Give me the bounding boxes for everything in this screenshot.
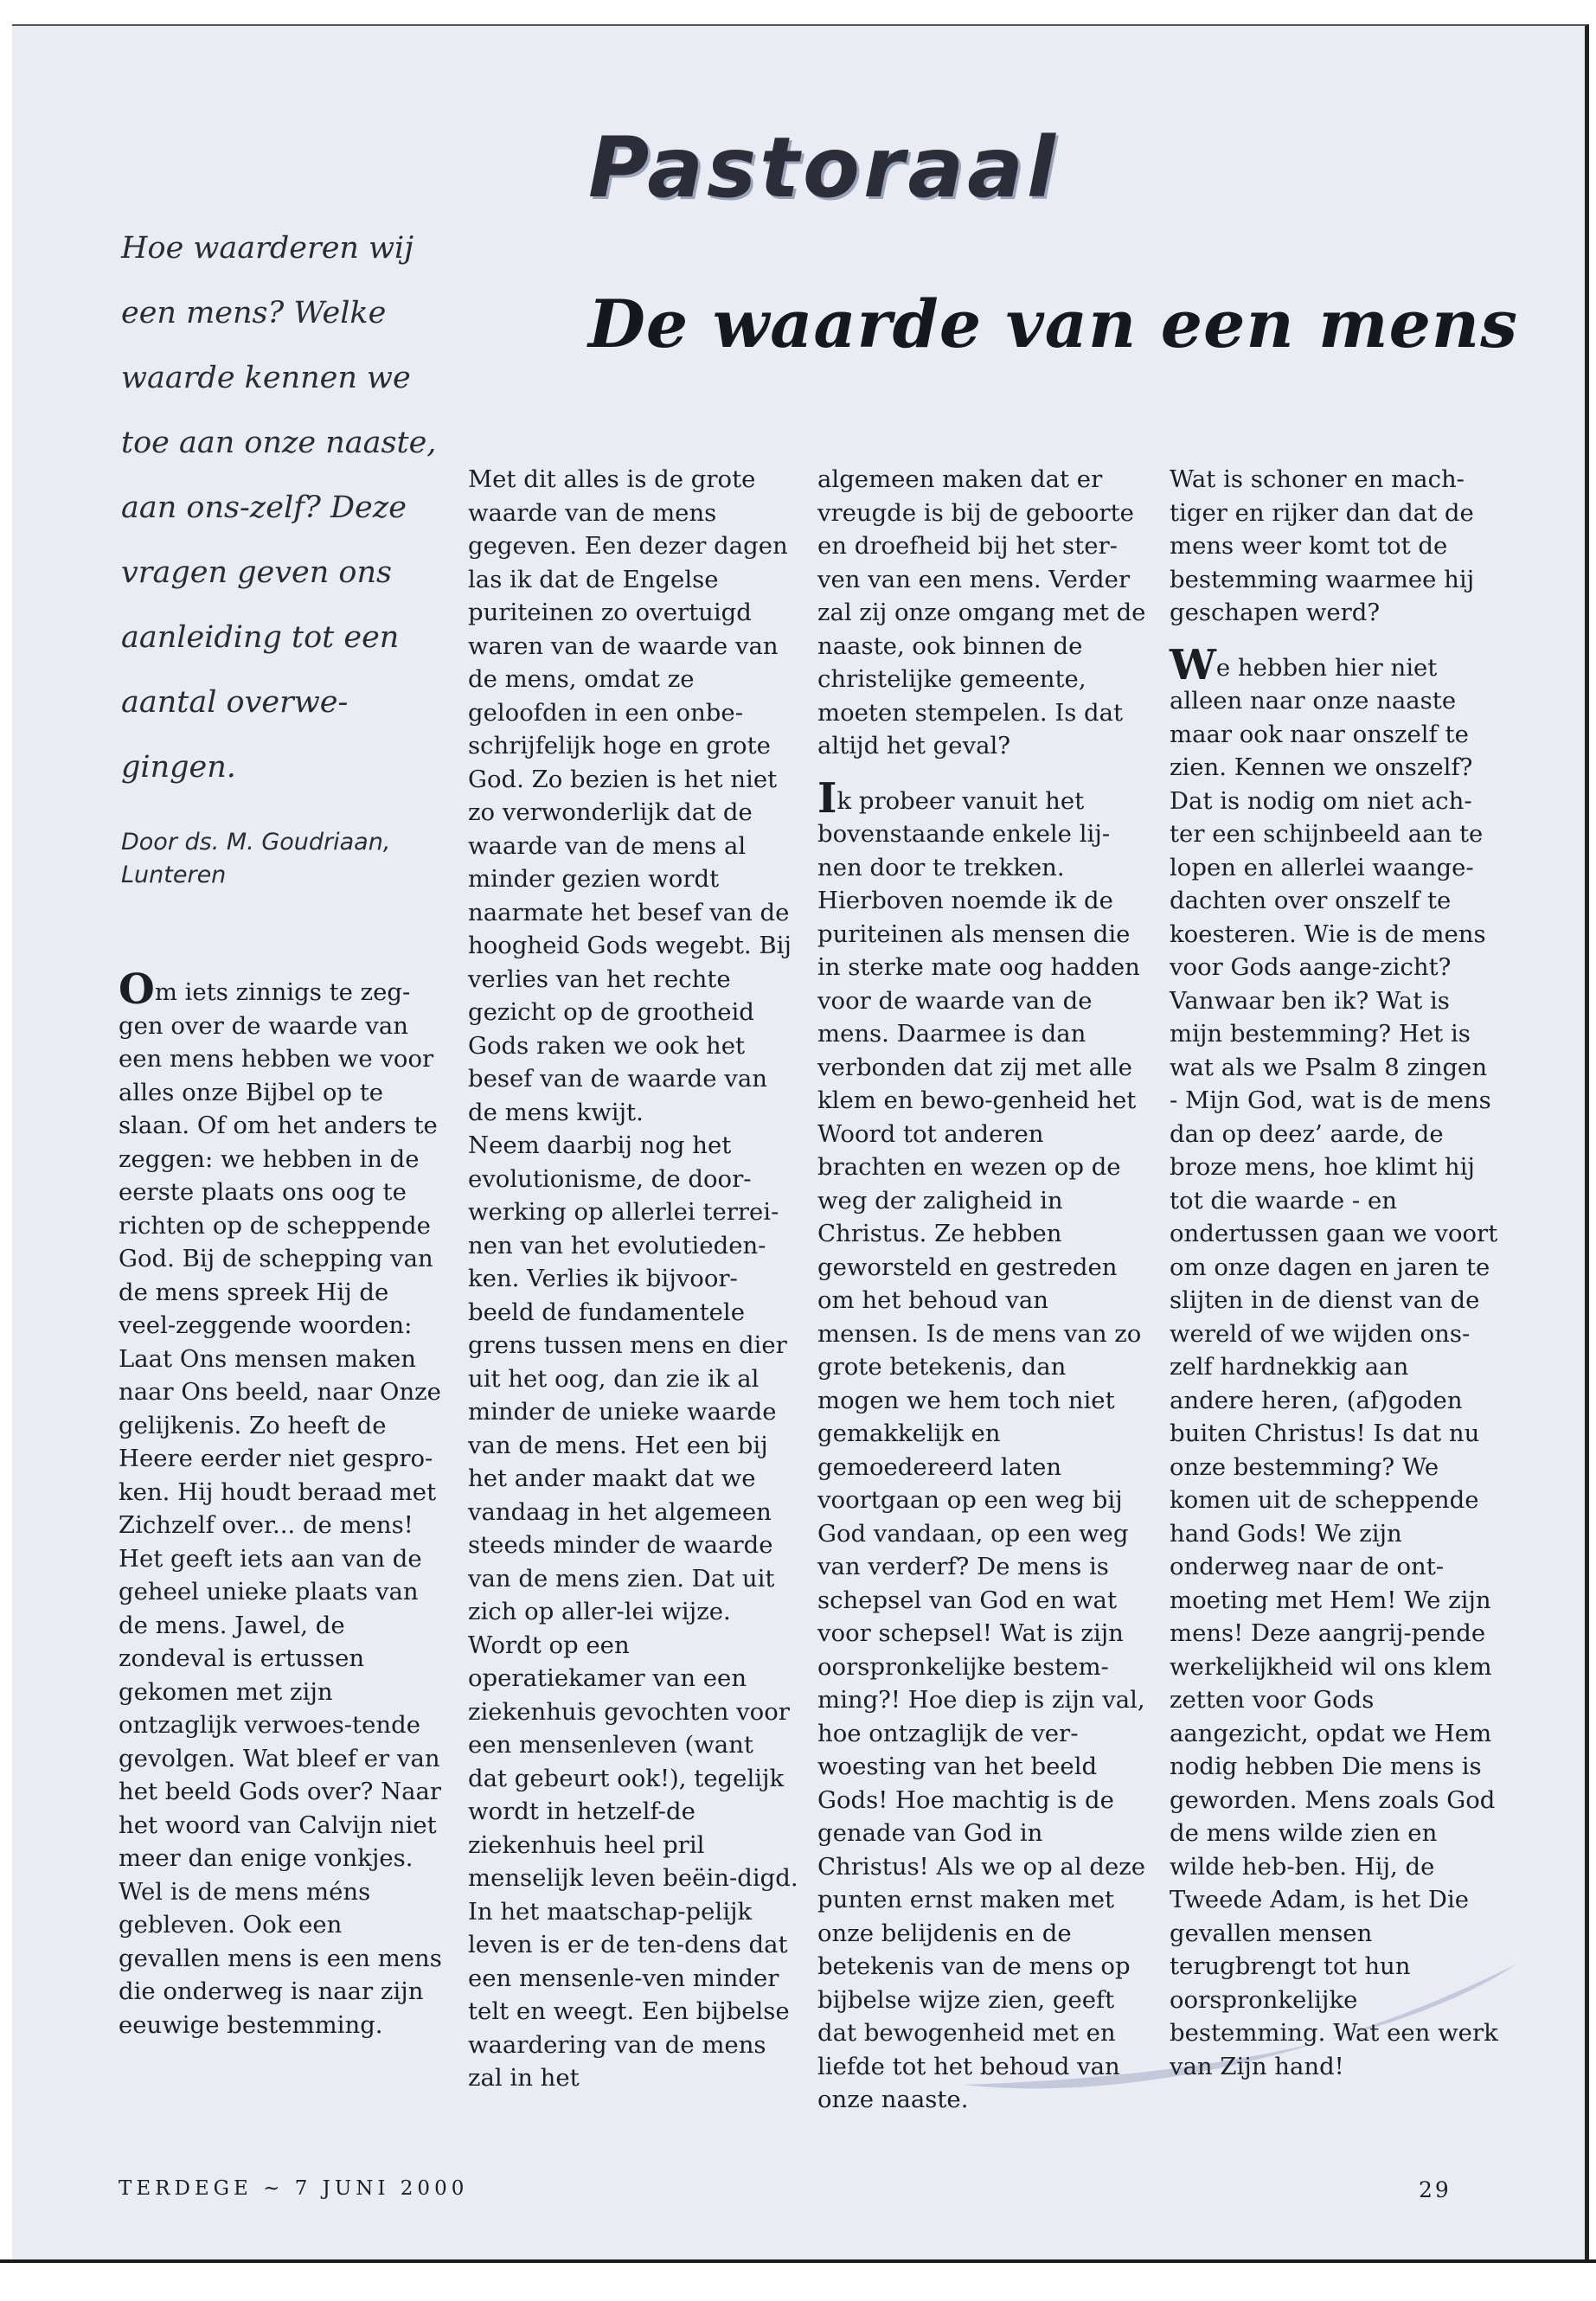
article-headline: De waarde van een mens bbox=[588, 285, 1518, 362]
drop-cap: O bbox=[119, 965, 155, 1014]
drop-cap: W bbox=[1170, 640, 1216, 689]
article-column-1 bbox=[119, 965, 449, 2041]
paragraph: Om iets zinnigs te zeg-gen over de waarde van een mens hebben we voor alles onze Bijbel op te slaan. Of om het anders te zeggen: we hebben in de eerste plaats ons oog te richten op de scheppende God. Bij de schepping van de mens spreek Hij de veel-zeggende woorden: Laat Ons mensen maken naar Ons beeld, naar Onze gelijkenis. Zo heeft de Heere eerder niet gespro-ken. Hij houdt beraad met Zichzelf over... de mens! Het geeft iets aan van de geheel unieke plaats van de mens. Jawel, de zondeval is ertussen gekomen met zijn ontzaglijk verwoes-tende gevolgen. Wat bleef er van het beeld Gods over? Naar het woord van Calvijn niet meer dan enige vonkjes. Wel is de mens méns gebleven. Ook een gevallen mens is een mens die onderweg is naar zijn eeuwige bestemming. bbox=[119, 965, 442, 2039]
paragraph: Met dit alles is de grote waarde van de mens gegeven. Een dezer dagen las ik dat de Engelse puriteinen zo overtuigd waren van de waarde van de mens, omdat ze geloofden in een onbe-schrijfelijk hoge en grote God. Zo bezien is het niet zo verwonderlijk dat de waarde van de mens al minder gezien wordt naarmate het besef van de hoogheid Gods wegebt. Bij verlies van het rechte gezicht op de grootheid Gods raken we ook het besef van de waarde van de mens kwijt. bbox=[468, 465, 792, 1126]
page-number: 29 bbox=[1419, 2177, 1452, 2202]
article-column-2 bbox=[468, 463, 798, 2095]
author-byline: Door ds. M. Goudriaan, Lunteren bbox=[121, 829, 391, 888]
drop-cap: I bbox=[817, 773, 837, 823]
article-column-4 bbox=[1170, 463, 1500, 2083]
paragraph: Ik probeer vanuit het bovenstaande enkele lij-nen door te trekken. Hierboven noemde ik de puriteinen als mensen die in sterke mate oog hadden voor de waarde van de mens. Daarmee is dan verbonden dat zij met alle klem en bewo-genheid het Woord tot anderen brachten en wezen op de weg der zaligheid in Christus. Ze hebben geworsteld en gestreden om het behoud van mensen. Is de mens van zo grote betekenis, dan mogen we hem toch niet gemakkelijk en gemoedereerd laten voortgaan op een weg bij God vandaan, op een weg van verderf? De mens is schepsel van God en wat voor schepsel! Wat is zijn oorspronkelijke bestem-ming?! Hoe diep is zijn val, hoe ontzaglijk de ver-woesting van het beeld Gods! Hoe machtig is de genade van God in Christus! Als we op al deze punten ernst maken met onze belijdenis en de betekenis van de mens op bijbelse wijze zien, geeft dat bewogenheid met en liefde tot het behoud van onze naaste. bbox=[817, 773, 1146, 2113]
bottom-margin bbox=[0, 2263, 1596, 2301]
article-column-3 bbox=[817, 463, 1148, 2117]
publication-footer: TERDEGE ~ 7 JUNI 2000 bbox=[119, 2177, 469, 2200]
paragraph: Neem daarbij nog het evolutionisme, de door-werking op allerlei terrei-nen van het evolutieden-ken. Verlies ik bijvoor-beeld de fundamentele grens tussen mens en dier uit het oog, dan zie ik al minder de unieke waarde van de mens. Het een bij het ander maakt dat we vandaag in het algemeen steeds minder de waarde van de mens zien. Dat uit zich op aller-lei wijze. Wordt op een operatiekamer van een ziekenhuis gevochten voor een mensenleven (want dat gebeurt ook!), tegelijk wordt in hetzelf-de ziekenhuis heel pril menselijk leven beëin-digd. In het maatschap-pelijk leven is er de ten-dens dat een mensenle-ven minder telt en weegt. Een bijbelse waardering van de mens zal in het bbox=[468, 1131, 798, 2092]
section-title: Pastoraal bbox=[588, 119, 1059, 216]
paragraph: algemeen maken dat er vreugde is bij de geboorte en droefheid bij het ster-ven van een mens. Verder zal zij onze omgang met de naaste, ook binnen de christelijke gemeente, moeten stempelen. Is dat altijd het geval? bbox=[817, 465, 1146, 760]
paragraph: We hebben hier niet alleen naar onze naaste maar ook naar onszelf te zien. Kennen we onszelf? Dat is nodig om niet ach-ter een schijnbeeld aan te lopen en allerlei waange-dachten over onszelf te koesteren. Wie is de mens voor Gods aange-zicht? Vanwaar ben ik? Wat is mijn bestemming? Het is wat als we Psalm 8 zingen - Mijn God, wat is de mens dan op deez’ aarde, de broze mens, hoe klimt hij tot die waarde - en ondertussen gaan we voort om onze dagen en jaren te slijten in de dienst van de wereld of we wijden ons-zelf hardnekkig aan andere heren, (af)goden buiten Christus! Is dat nu onze bestemming? We komen uit de scheppende hand Gods! We zijn onderweg naar de ont-moeting met Hem! We zijn mens! Deze aangrij-pende werkelijkheid wil ons klem zetten voor Gods aangezicht, opdat we Hem nodig hebben Die mens is geworden. Mens zoals God de mens wilde zien en wilde heb-ben. Hij, de Tweede Adam, is het Die gevallen mensen terugbrengt tot hun oorspronkelijke bestemming. Wat een werk van Zijn hand! bbox=[1170, 640, 1498, 2080]
article-intro: Hoe waarderen wij een mens? Welke waarde kennen we toe aan onze naaste, aan ons-zelf? Deze vragen geven ons aanleiding tot een aantal overwe-gingen. bbox=[121, 231, 437, 785]
paragraph: Wat is schoner en mach-tiger en rijker dan dat de mens weer komt tot de bestemming waarmee hij geschapen werd? bbox=[1170, 465, 1475, 626]
